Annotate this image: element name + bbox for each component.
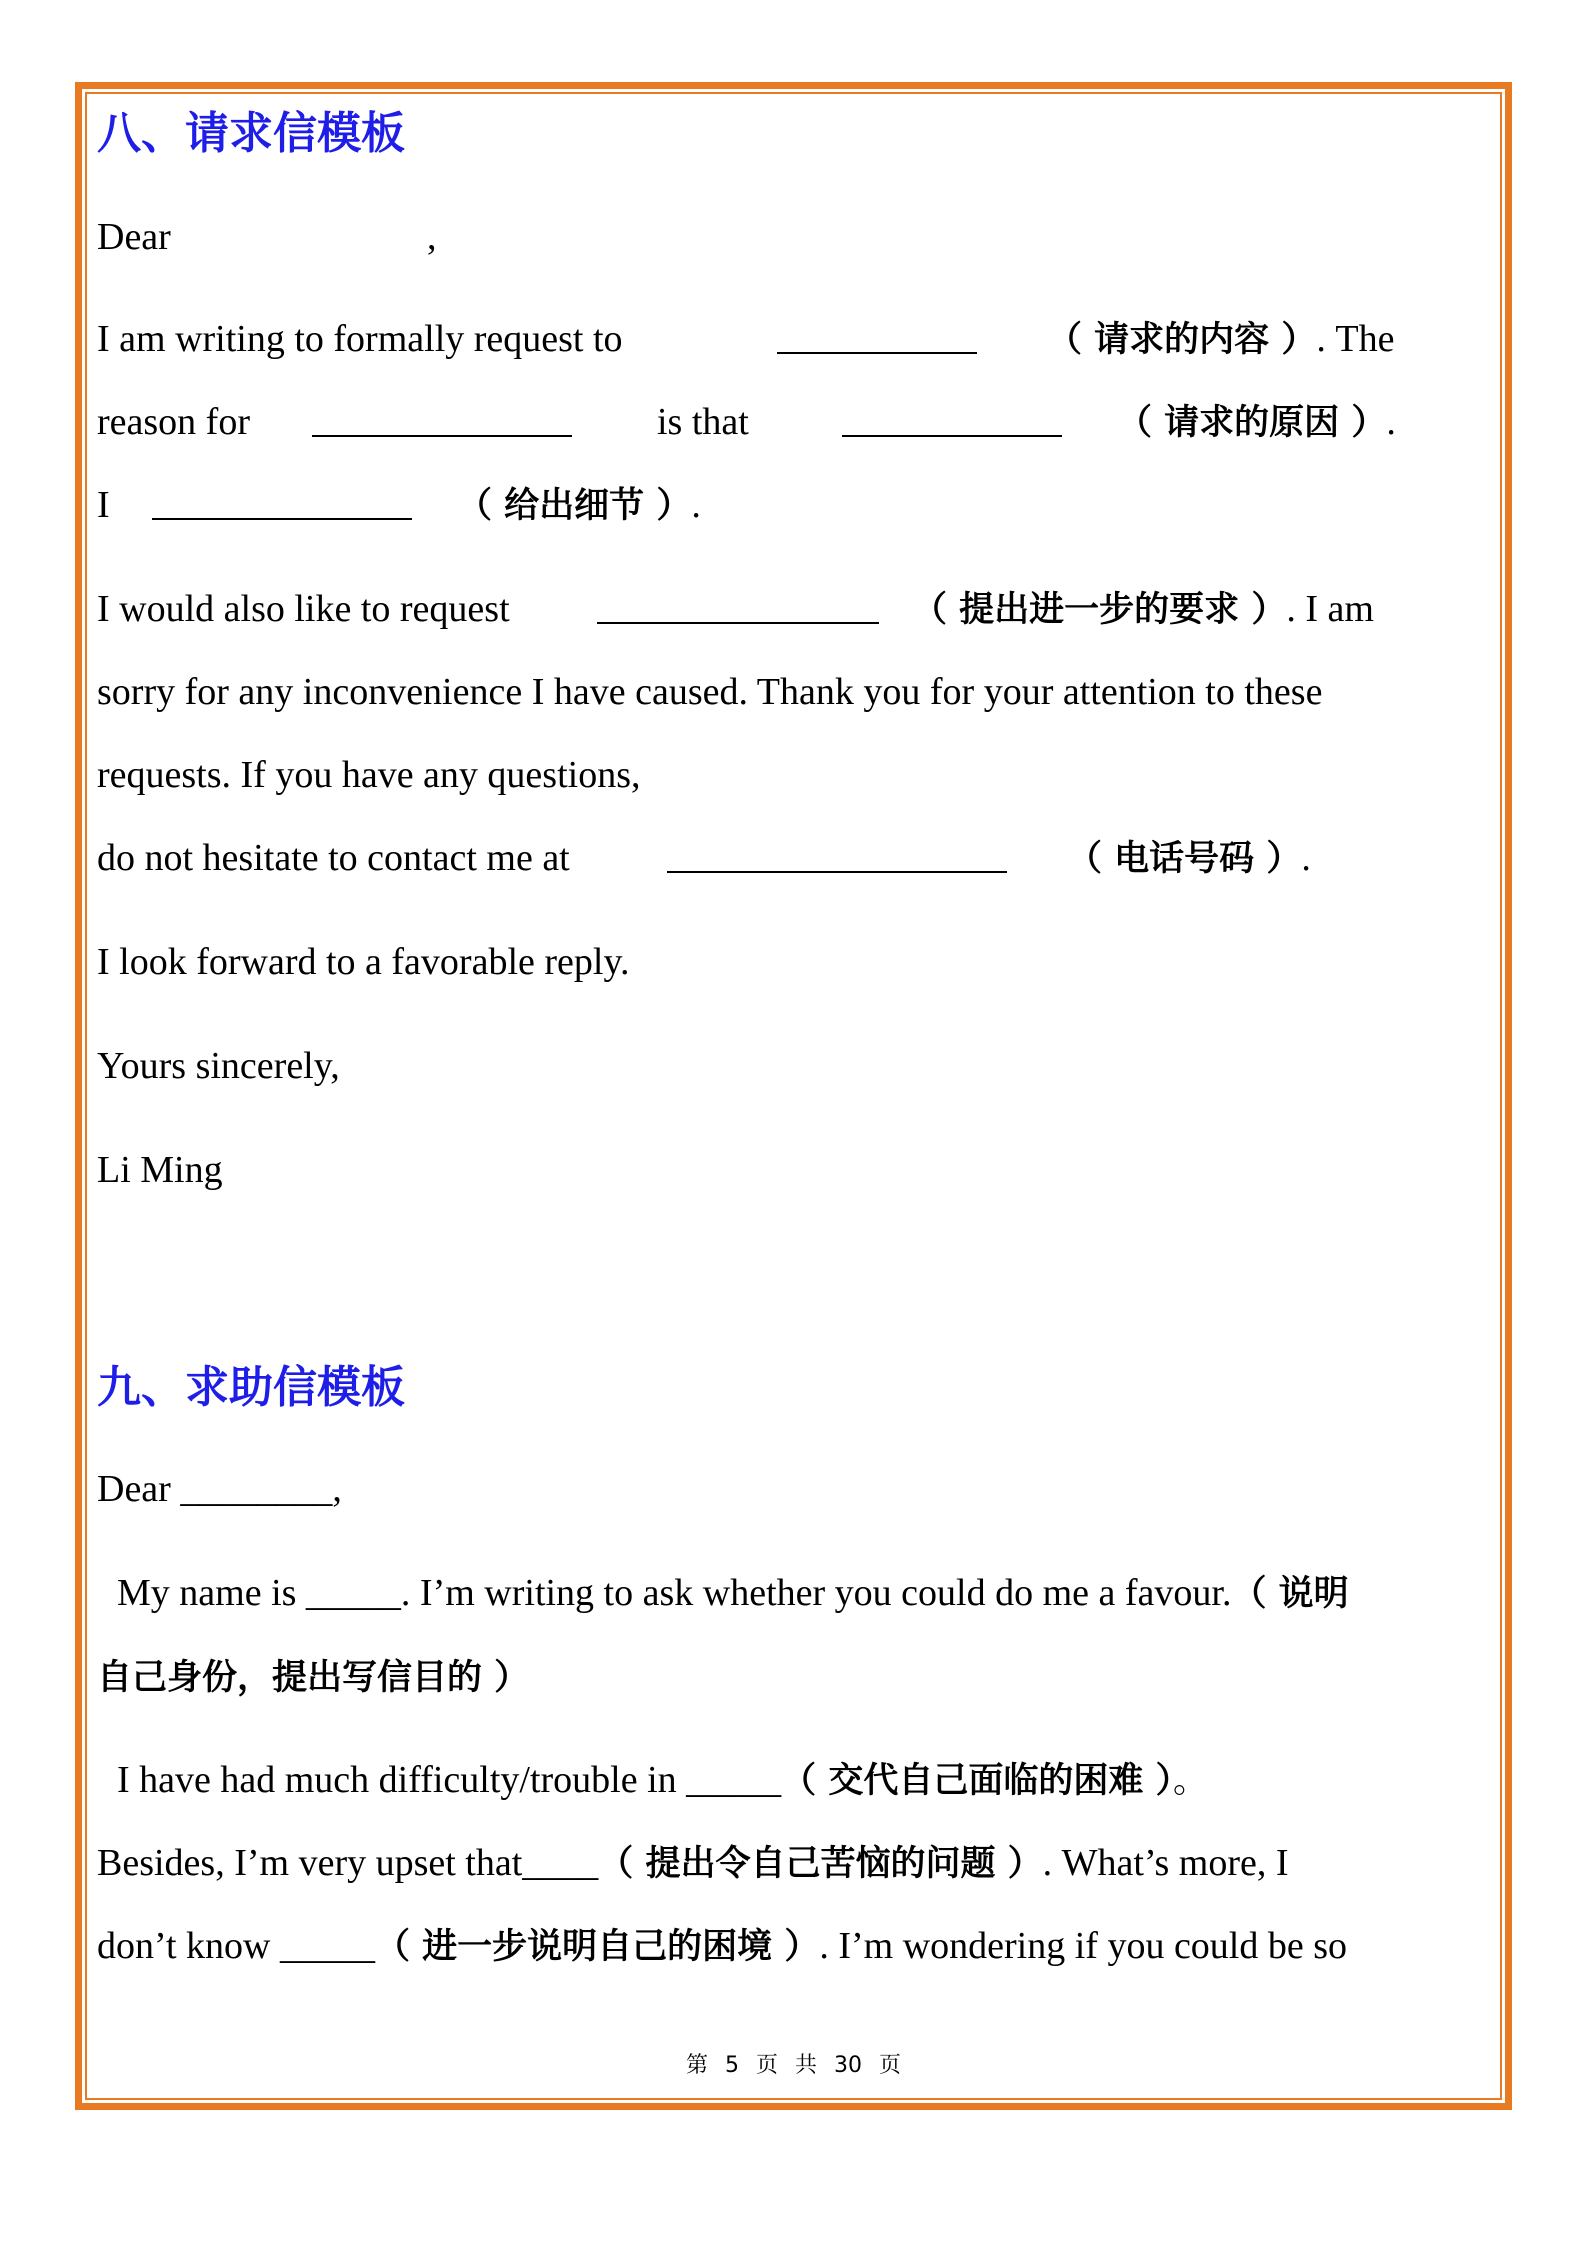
section-9-para-2 [117, 1761, 1208, 1799]
line-2-tail: . [1386, 401, 1396, 443]
blank-phone [667, 839, 1007, 873]
section-8-line-5: sorry for any inconvenience I have caused. Thank you for your attention to these [97, 671, 1323, 713]
line-2-hint [1117, 403, 1396, 441]
line-4-tail: . I am [1286, 588, 1374, 630]
line-3-text: I [97, 484, 110, 526]
hint-further-request: （ 提出进一步的要求 ） [912, 590, 1287, 630]
section-9-para-4 [97, 1927, 1347, 1965]
para-2-end: 。 [1173, 1761, 1209, 1801]
hint-identity-a: （ 说明 [1231, 1574, 1349, 1614]
blank-request-content [777, 320, 977, 354]
para-3-tail: . What’s more, I [1042, 1842, 1289, 1884]
blank-reason-for [312, 403, 572, 437]
line-7-tail: . [1301, 837, 1311, 879]
blank-details [152, 486, 412, 520]
section-9-title: 九、求助信模板 [97, 1362, 405, 1413]
hint-phone: （ 电话号码 ） [1067, 839, 1302, 879]
section-8-title: 八、请求信模板 [97, 108, 405, 159]
section-8-salutation [97, 216, 437, 258]
section-9-para-1 [117, 1574, 1349, 1612]
section-8-signature: Li Ming [97, 1149, 223, 1191]
section-9-salutation: Dear ________, [97, 1468, 342, 1510]
para-2-text: I have had much difficulty/trouble in _____ [117, 1759, 782, 1801]
line-1-tail: . The [1316, 318, 1395, 360]
hint-problem: （ 提出令自己苦恼的问题 ） [598, 1844, 1043, 1884]
hint-difficulty: （ 交代自己面临的困难 ） [781, 1761, 1174, 1801]
para-4-text: don’t know _____ [97, 1925, 375, 1967]
section-8-line-3 [97, 486, 1497, 524]
hint-details: （ 给出细节 ） [457, 486, 692, 526]
line-3-tail: . [691, 484, 701, 526]
section-8-line-8: I look forward to a favorable reply. [97, 941, 630, 983]
hint-situation: （ 进一步说明自己的困境 ） [374, 1927, 820, 1967]
salutation-dear: Dear [97, 216, 171, 258]
blank-further-request [597, 590, 879, 624]
section-8-closing: Yours sincerely, [97, 1045, 340, 1087]
line-4-text: I would also like to request [97, 588, 510, 630]
line-7-text: do not hesitate to contact me at [97, 837, 570, 879]
hint-request-content: （ 请求的内容 ） [1047, 320, 1317, 360]
line-1-text: I am writing to formally request to [97, 318, 623, 360]
line-7-hint [1067, 839, 1311, 877]
hint-identity-b: 自己身份，提出写信目的 ） [97, 1658, 530, 1698]
salutation-comma: , [427, 216, 437, 258]
para-3-text: Besides, I’m very upset that____ [97, 1842, 599, 1884]
page-footer: 第 5 页 共 30 页 [686, 2053, 901, 2078]
hint-reason: （ 请求的原因 ） [1117, 403, 1387, 443]
section-8-line-1 [97, 320, 1497, 358]
line-3-hint [457, 486, 701, 524]
para-4-tail: . I’m wondering if you could be so [819, 1925, 1348, 1967]
line-1-hint [1047, 320, 1394, 358]
section-8-line-2 [97, 403, 1497, 441]
section-8-line-7 [97, 839, 1497, 877]
line-4-hint [912, 590, 1374, 628]
line-2-mid: is that [657, 401, 749, 443]
para-1-text: My name is _____. I’m writing to ask whether you could do me a favour. [117, 1572, 1232, 1614]
section-9-para-3 [97, 1844, 1289, 1882]
blank-reason [842, 403, 1062, 437]
section-8-line-6: requests. If you have any questions, [97, 754, 641, 796]
section-9-para-1-cont [97, 1658, 529, 1696]
line-2-text: reason for [97, 401, 250, 443]
section-8-line-4 [97, 590, 1497, 628]
